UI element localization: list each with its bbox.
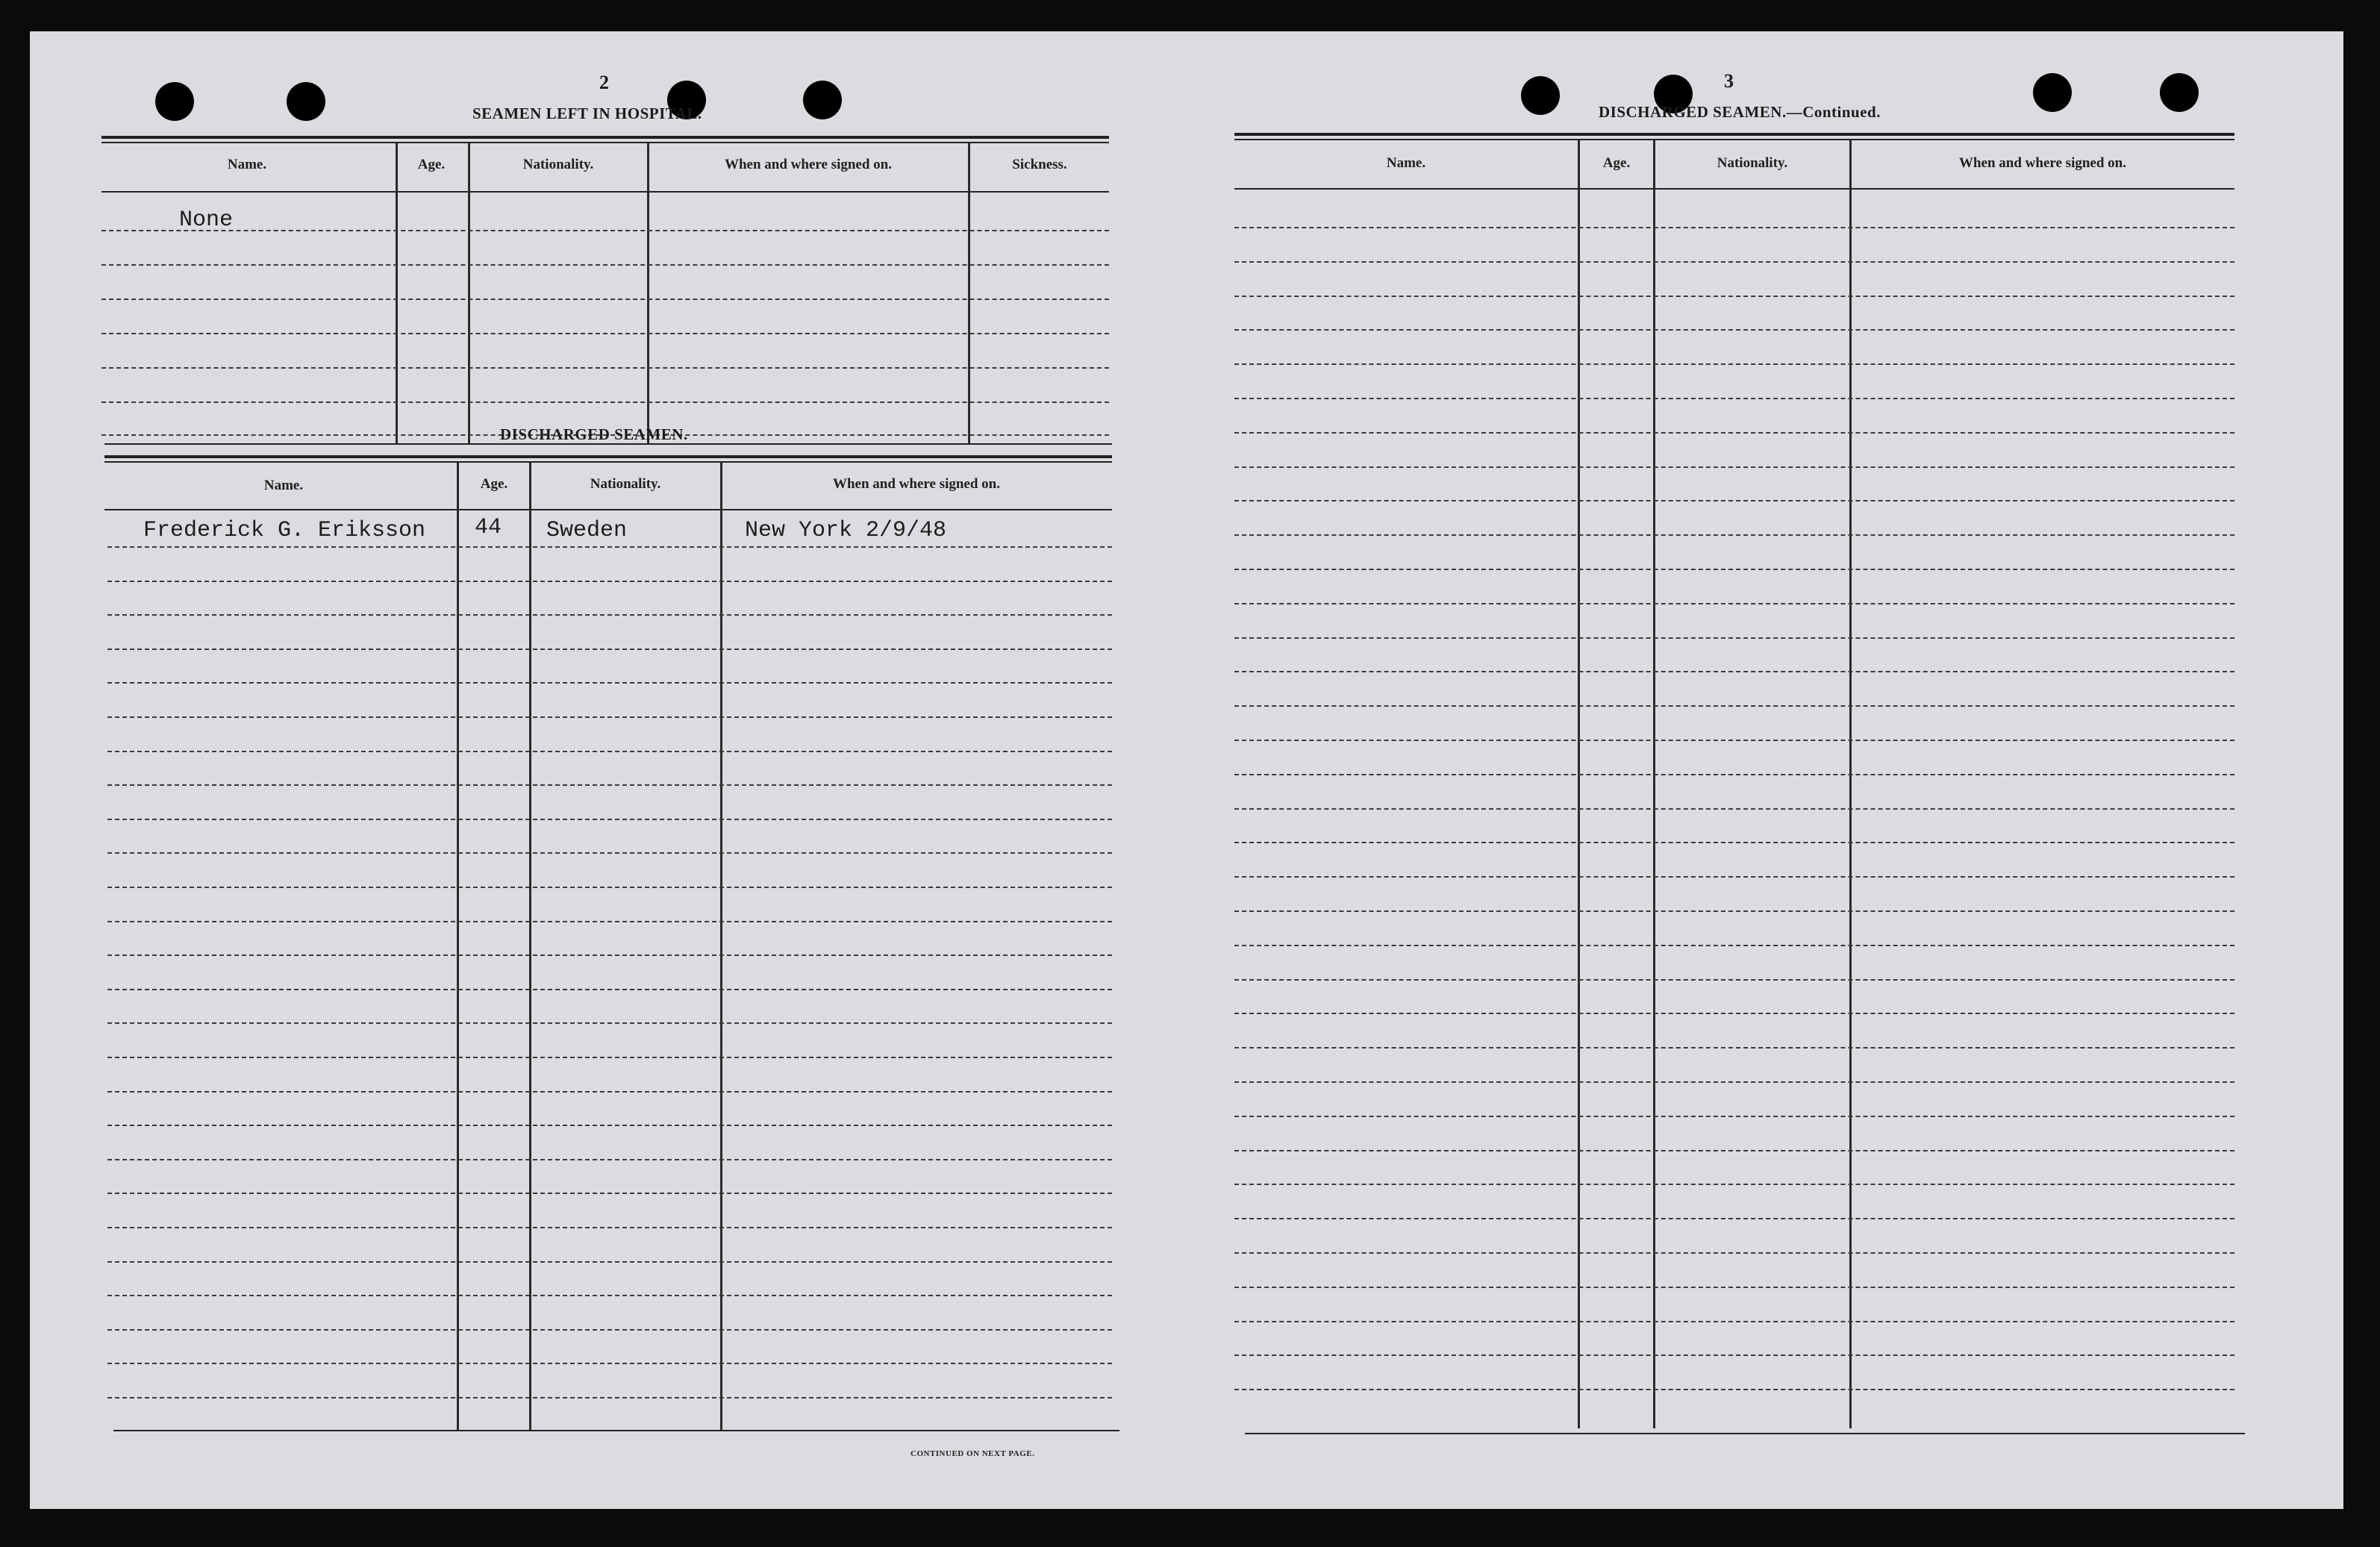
ruled-line [1234, 774, 2234, 775]
hospital-header-bottom-rule [101, 191, 1109, 193]
hospital-col-signed-on: When and where signed on. [724, 157, 892, 172]
ruled-line [1234, 1150, 2234, 1151]
ruled-line [107, 614, 1112, 616]
ruled-line [107, 581, 1112, 582]
discharged-row-name: Frederick G. Eriksson [143, 518, 426, 543]
discharged-header-bottom-rule [104, 509, 1112, 510]
hospital-row-line [101, 230, 1109, 231]
ruled-line [107, 1125, 1112, 1126]
discharged-top-rule-thin [104, 461, 1112, 463]
ruled-line [1234, 705, 2234, 707]
ruled-line [1234, 1013, 2234, 1014]
ruled-line [1234, 1321, 2234, 1322]
ruled-line [107, 1057, 1112, 1058]
ruled-line [1234, 1389, 2234, 1390]
discharged-col-divider [720, 463, 722, 1430]
hospital-row-line [101, 367, 1109, 369]
ruled-line [107, 1397, 1112, 1398]
discharged-col-nationality: Nationality. [590, 476, 661, 492]
hospital-col-divider [468, 143, 470, 443]
ruled-line [1234, 945, 2234, 946]
hospital-col-divider [396, 143, 398, 443]
discharged-col-age: Age. [480, 476, 508, 492]
ruled-line [1234, 876, 2234, 878]
right-col-signed-on: When and where signed on. [1958, 155, 2126, 171]
punch-hole [1521, 76, 1560, 115]
ruled-line [1234, 1287, 2234, 1288]
ruled-line [1234, 227, 2234, 228]
right-col-divider [1578, 140, 1580, 1428]
discharged-col-divider [457, 463, 459, 1430]
ruled-line [1234, 1354, 2234, 1356]
discharged-col-divider [529, 463, 531, 1430]
ruled-line [107, 546, 1112, 548]
ruled-line [107, 1159, 1112, 1160]
ruled-line [107, 954, 1112, 956]
right-top-rule-thin [1234, 139, 2234, 140]
right-col-divider [1849, 140, 1852, 1428]
discharged-col-signed-on: When and where signed on. [832, 476, 1000, 492]
hospital-col-divider [968, 143, 970, 443]
hospital-top-rule [101, 136, 1109, 139]
ruled-line [1234, 1081, 2234, 1083]
ruled-line [1234, 329, 2234, 331]
ruled-line [1234, 500, 2234, 501]
right-section-title: DISCHARGED SEAMEN.—Continued. [1599, 103, 1881, 121]
ruled-line [1234, 842, 2234, 843]
right-page-number: 3 [1724, 70, 1734, 92]
ruled-line [1234, 432, 2234, 434]
form-sheet [30, 31, 2343, 1509]
ruled-line [1234, 910, 2234, 912]
right-col-name: Name. [1386, 155, 1426, 171]
hospital-row-line [101, 264, 1109, 266]
hospital-col-age: Age. [417, 157, 446, 172]
right-bottom-rule [1245, 1433, 2245, 1434]
ruled-line [107, 716, 1112, 718]
ruled-line [107, 1363, 1112, 1364]
right-col-nationality: Nationality. [1717, 155, 1788, 171]
ruled-line [1234, 466, 2234, 468]
ruled-line [107, 887, 1112, 888]
ruled-line [1234, 1184, 2234, 1185]
ruled-line [107, 1022, 1112, 1024]
ruled-line [107, 1193, 1112, 1194]
ruled-line [107, 1295, 1112, 1296]
hospital-top-rule-thin [101, 142, 1109, 143]
ruled-line [107, 989, 1112, 990]
hospital-section-title: SEAMEN LEFT IN HOSPITAL. [472, 104, 702, 122]
discharged-top-rule [104, 455, 1112, 458]
ruled-line [1234, 569, 2234, 570]
discharged-row-age: 44 [475, 515, 502, 540]
punch-hole [2033, 73, 2072, 112]
discharged-bottom-rule [113, 1430, 1119, 1431]
ruled-line [1234, 740, 2234, 741]
right-top-rule [1234, 133, 2234, 136]
ruled-line [107, 784, 1112, 786]
discharged-section-title: DISCHARGED SEAMEN. [500, 425, 688, 443]
hospital-col-sickness: Sickness. [1012, 157, 1067, 172]
ruled-line [107, 852, 1112, 854]
right-col-age: Age. [1602, 155, 1631, 171]
ruled-line [107, 1091, 1112, 1093]
hospital-col-divider [647, 143, 649, 443]
ruled-line [1234, 603, 2234, 604]
ruled-line [107, 649, 1112, 650]
ruled-line [1234, 1218, 2234, 1219]
discharged-row-signed-on: New York 2/9/48 [745, 518, 947, 543]
ruled-line [1234, 637, 2234, 639]
punch-hole [287, 82, 325, 121]
ruled-line [107, 819, 1112, 820]
hospital-col-name: Name. [227, 157, 267, 172]
ruled-line [1234, 296, 2234, 297]
left-page-number: 2 [599, 72, 609, 93]
ruled-line [1234, 1047, 2234, 1048]
ruled-line [1234, 1116, 2234, 1117]
ruled-line [1234, 261, 2234, 263]
hospital-col-nationality: Nationality. [522, 157, 594, 172]
continued-footer: CONTINUED ON NEXT PAGE. [911, 1449, 1035, 1458]
ruled-line [1234, 671, 2234, 672]
punch-hole [2160, 73, 2199, 112]
hospital-row-line [101, 299, 1109, 300]
ruled-line [1234, 808, 2234, 810]
right-col-divider [1653, 140, 1655, 1428]
punch-hole [155, 82, 194, 121]
ruled-line [107, 1329, 1112, 1331]
ruled-line [1234, 1252, 2234, 1254]
ruled-line [107, 682, 1112, 684]
hospital-row-line [101, 401, 1109, 403]
punch-hole [803, 81, 842, 119]
right-header-bottom-rule [1234, 188, 2234, 190]
ruled-line [1234, 534, 2234, 536]
hospital-entry: None [179, 207, 234, 233]
ruled-line [1234, 363, 2234, 365]
ruled-line [107, 1261, 1112, 1263]
ruled-line [107, 921, 1112, 922]
discharged-row-nationality: Sweden [546, 518, 628, 543]
hospital-row-line [101, 333, 1109, 334]
ruled-line [107, 1227, 1112, 1228]
ruled-line [107, 751, 1112, 752]
ruled-line [1234, 398, 2234, 399]
discharged-col-name: Name. [263, 478, 304, 493]
ruled-line [1234, 979, 2234, 981]
